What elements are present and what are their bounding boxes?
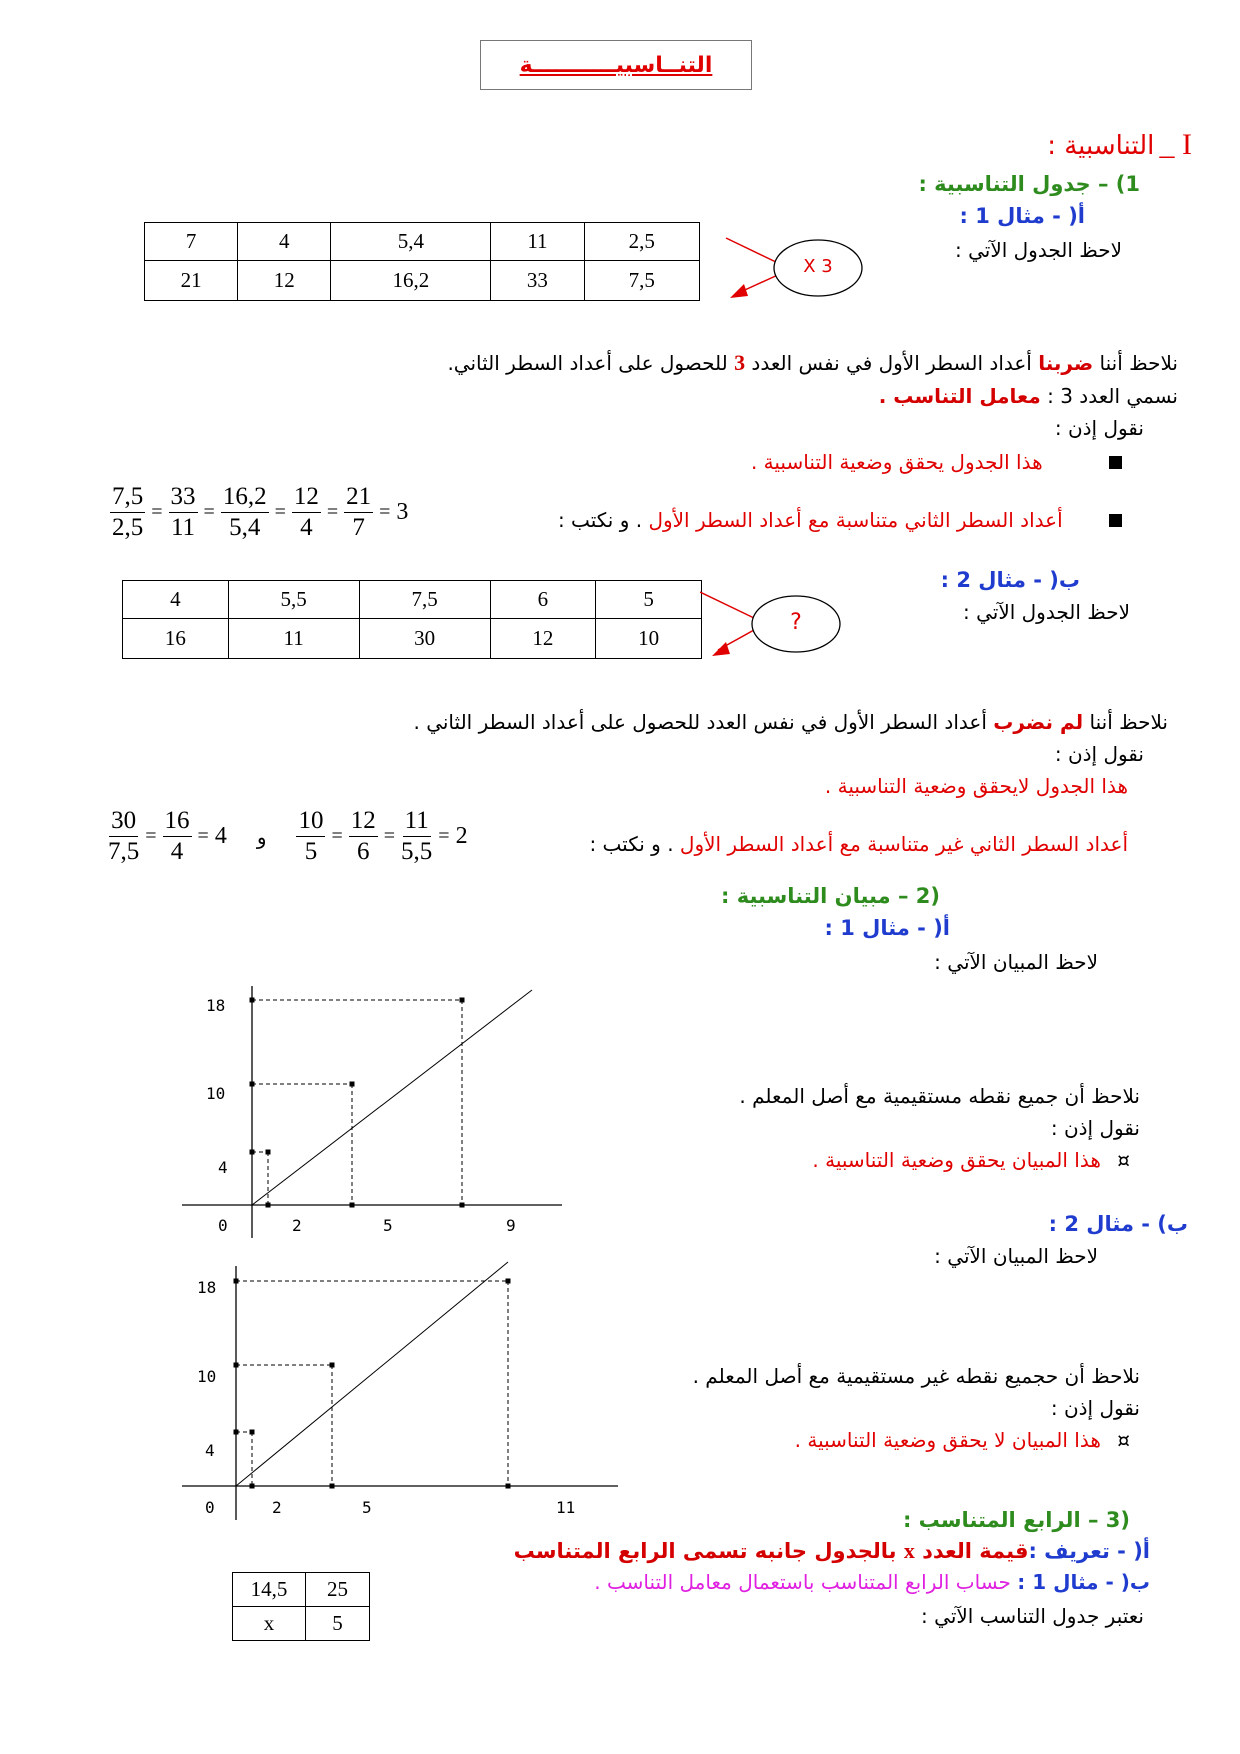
proportion-text: أعداد السطر الثاني متناسبة مع أعداد السطر الأول [648, 508, 1063, 532]
table-cell: 16 [123, 619, 229, 659]
table-cell: 5 [306, 1607, 370, 1641]
ratio-value: 4 [214, 823, 227, 849]
fraction: $\frac{12}{6}$ [350, 807, 376, 865]
fraction: $\frac{7,5}{2,5}$ [112, 483, 144, 541]
proportion-text: أعداد السطر الثاني غير متناسبة مع أعداد السطر الأول [679, 832, 1128, 856]
data-point [250, 1430, 255, 1435]
data-point [506, 1279, 511, 1284]
callout-line [726, 238, 780, 264]
graph-2-plot [170, 1260, 630, 1530]
say-then-1: نقول إذن : [1054, 416, 1144, 440]
bullet-icon: ¤ [1117, 1148, 1130, 1172]
table-cell: 5 [596, 581, 702, 619]
subsection-3-title: (3 – الرابع المتناسب : [902, 1508, 1130, 1532]
table-cell: 25 [306, 1573, 370, 1607]
example-text: حساب الرابع المتناسب باستعمال معامل التناسب . [594, 1570, 1011, 1594]
data-points [234, 1279, 511, 1489]
example-2-label: ب( - مثال 2 : [940, 568, 1080, 592]
callout-arrow-head [730, 284, 748, 298]
table-cell: 4 [123, 581, 229, 619]
graph-2-conclusion [795, 1428, 1130, 1452]
page-title-box [480, 40, 752, 90]
x-tick-label: 11 [556, 1498, 576, 1517]
conclusion-text: هذا المبيان لا يحقق وضعية التناسبية . [794, 1428, 1101, 1452]
graph-2-say: نقول إذن : [1050, 1396, 1140, 1420]
observation-keyword: لم نضرب [993, 710, 1084, 734]
x-tick-label: 0 [218, 1216, 228, 1235]
table-cell: 7,5 [584, 261, 699, 301]
fourth-proportional-table [232, 1572, 370, 1641]
data-point [266, 1203, 271, 1208]
data-point [330, 1484, 335, 1489]
graph-1-say: نقول إذن : [1050, 1116, 1140, 1140]
proportion-table-2 [122, 580, 702, 659]
data-point [250, 1484, 255, 1489]
consider-table: نعتبر جدول التناسب الآتي : [921, 1604, 1144, 1628]
section-number: I _ [1159, 128, 1192, 161]
data-point [350, 1203, 355, 1208]
observation-text: نلاحظ أننا [1083, 710, 1168, 734]
y-tick-label: 10 [206, 1084, 226, 1103]
table-cell: 7 [145, 223, 238, 261]
table-cell: 7,5 [359, 581, 490, 619]
x-tick-label: 5 [362, 1498, 372, 1517]
table-cell: 16,2 [331, 261, 491, 301]
ratio-equation-1: $\frac{7,5}{2,5}$ = $\frac{33}{11}$ = $\frac{16,2}{5,4}$ = $\frac{12}{4}$ = $\frac{21}{7}$ = 3 [112, 483, 409, 541]
write-text: . و نكتب : [557, 508, 643, 532]
table-cell: 12 [490, 619, 596, 659]
proportion-statement-1 [558, 508, 1122, 532]
example-1-intro: لاحظ الجدول الآتي : [954, 238, 1122, 262]
table-cell: 12 [238, 261, 331, 301]
data-point [234, 1363, 239, 1368]
callout-line [700, 592, 754, 618]
data-point [234, 1430, 239, 1435]
fraction: $\frac{12}{4}$ [293, 483, 319, 541]
fraction: $\frac{33}{11}$ [170, 483, 196, 541]
definition-variable: x [903, 1538, 915, 1563]
y-tick-label: 10 [197, 1367, 217, 1386]
ratio-value: 3 [396, 499, 409, 525]
bullet-icon: ¤ [1117, 1428, 1130, 1452]
table-cell: 5,5 [228, 581, 359, 619]
example-1-observation [447, 350, 1178, 376]
data-point [250, 1082, 255, 1087]
table-cell: x [233, 1607, 306, 1641]
observation-text: للحصول على أعداد السطر الثاني. [447, 351, 735, 375]
y-tick-label: 18 [197, 1278, 217, 1297]
example-2-intro: لاحظ الجدول الآتي : [962, 600, 1130, 624]
proportion-statement-2 [589, 832, 1128, 856]
fraction: $\frac{11}{5,5}$ [401, 807, 433, 865]
graph-2-intro: لاحظ المبيان الآتي : [934, 1244, 1098, 1268]
table-cell: 5,4 [331, 223, 491, 261]
graph-1-intro: لاحظ المبيان الآتي : [934, 950, 1098, 974]
data-point [330, 1363, 335, 1368]
table-cell: 11 [228, 619, 359, 659]
data-point [350, 1082, 355, 1087]
example-1-label: أ( - مثال 1 : [959, 204, 1085, 228]
subsection-1-title: 1) – جدول التناسبية : [918, 172, 1140, 196]
y-tick-label: 4 [218, 1158, 228, 1177]
x-tick-label: 0 [205, 1498, 215, 1517]
data-point [266, 1150, 271, 1155]
section-title: التناسبية : [1047, 131, 1155, 161]
square-bullet-icon [1109, 456, 1122, 469]
x-tick-label: 2 [272, 1498, 282, 1517]
coefficient-naming [879, 384, 1178, 408]
observation-keyword: ضربنا [1038, 351, 1094, 375]
example-4th-proportional [594, 1570, 1150, 1594]
ratio-equation-2: $\frac{30}{7,5}$ = $\frac{16}{4}$ = 4 و $\frac{10}{5}$ = $\frac{12}{6}$ = $\frac{11}{5,5}$ = 2 [108, 807, 468, 865]
table-cell: 21 [145, 261, 238, 301]
table-cell: 33 [491, 261, 584, 301]
observation-text: أعداد السطر الأول في نفس العدد [745, 351, 1039, 375]
observation-number: 3 [734, 350, 746, 375]
data-point [460, 1203, 465, 1208]
conclusion-text: هذا المبيان يحقق وضعية التناسبية . [812, 1148, 1101, 1172]
conclusion-1 [751, 450, 1122, 474]
observation-text: أعداد السطر الأول في نفس العدد للحصول على أعداد السطر الثاني . [413, 710, 994, 734]
fraction: $\frac{21}{7}$ [346, 483, 372, 541]
fraction: $\frac{10}{5}$ [298, 807, 324, 865]
guide-lines [236, 1281, 508, 1486]
data-points [250, 998, 465, 1208]
graph-1-conclusion [812, 1148, 1130, 1172]
graph-1-plot [170, 980, 570, 1250]
x-tick-label: 9 [506, 1216, 516, 1235]
data-point [234, 1279, 239, 1284]
ratio-value: 2 [455, 823, 468, 849]
fraction: $\frac{30}{7,5}$ [108, 807, 140, 865]
data-point [506, 1484, 511, 1489]
say-then-2: نقول إذن : [1054, 742, 1144, 766]
table-cell: 6 [490, 581, 596, 619]
x-tick-label: 5 [383, 1216, 393, 1235]
definition [514, 1538, 1150, 1564]
unknown-multiplier-label: ? [790, 610, 802, 635]
graph-2-label: ب) - مثال 2 : [1048, 1212, 1188, 1236]
observation-text: نلاحظ أننا [1093, 351, 1178, 375]
and-word: و [256, 824, 267, 849]
square-bullet-icon [1109, 514, 1122, 527]
page-title: التنــاسبيـــــــــــة [519, 52, 713, 78]
table-cell: 14,5 [233, 1573, 306, 1607]
subsection-2-title: (2 – مبيان التناسبية : [721, 884, 940, 908]
table-cell: 10 [596, 619, 702, 659]
graph-1-label: أ( - مثال 1 : [824, 916, 950, 940]
conclusion-2: هذا الجدول لايحقق وضعية التناسبية . [824, 774, 1128, 798]
table-cell: 2,5 [584, 223, 699, 261]
guide-lines [252, 1000, 462, 1205]
example-2-observation [413, 710, 1168, 734]
proportion-table-1 [144, 222, 700, 301]
data-point [250, 1150, 255, 1155]
graph-2-observation: نلاحظ أن حجميع نقطه غير مستقيمية مع أصل المعلم . [692, 1364, 1140, 1388]
table-cell: 30 [359, 619, 490, 659]
definition-text: بالجدول جانبه تسمى الرابع المتناسب [513, 1539, 904, 1563]
naming-text: نسمي العدد 3 : [1047, 384, 1178, 408]
coefficient-term: معامل التناسب . [878, 384, 1041, 408]
definition-text: قيمة العدد [914, 1539, 1029, 1563]
y-tick-label: 4 [205, 1441, 215, 1460]
data-point [460, 998, 465, 1003]
multiplier-label: X 3 [803, 256, 833, 277]
table-cell: 4 [238, 223, 331, 261]
y-tick-label: 18 [206, 996, 226, 1015]
fraction: $\frac{16,2}{5,4}$ [222, 483, 267, 541]
data-point [250, 998, 255, 1003]
conclusion-text: هذا الجدول يحقق وضعية التناسبية . [750, 450, 1043, 474]
trend-line [236, 1262, 508, 1486]
example-label: ب( - مثال 1 : [1017, 1570, 1150, 1594]
definition-label: أ( - تعريف : [1028, 1539, 1150, 1563]
proportional-line [252, 990, 532, 1205]
section-1-heading [1047, 128, 1192, 162]
table-cell: 11 [491, 223, 584, 261]
graph-1-observation: نلاحظ أن جميع نقطه مستقيمية مع أصل المعلم . [739, 1084, 1140, 1108]
x-tick-label: 2 [292, 1216, 302, 1235]
fraction: $\frac{16}{4}$ [164, 807, 190, 865]
write-text: . و نكتب : [589, 832, 674, 856]
